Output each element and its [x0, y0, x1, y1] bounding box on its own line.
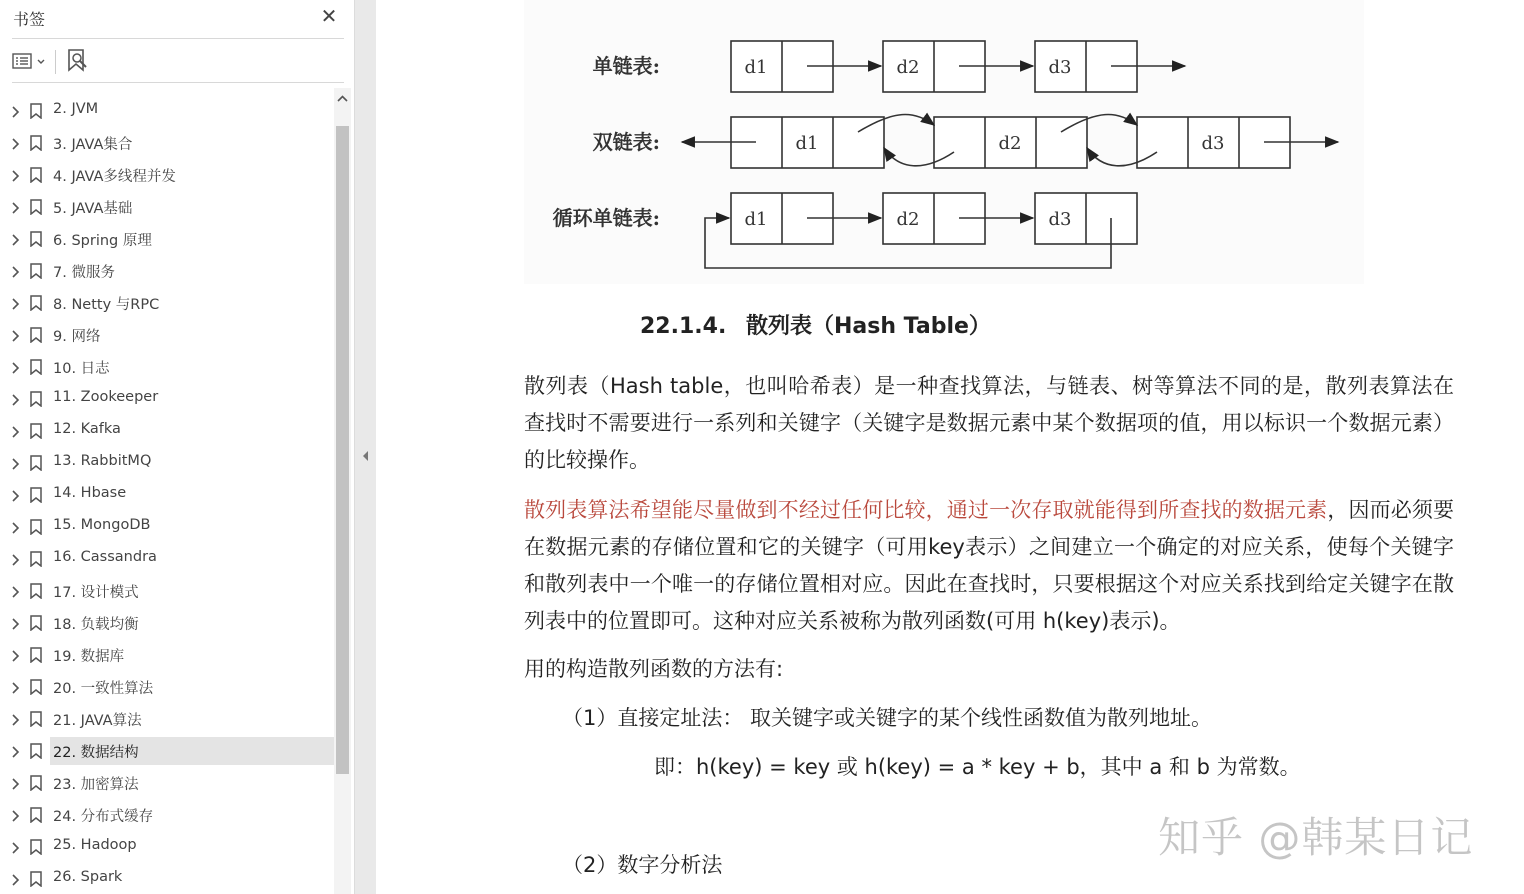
chevron-right-icon[interactable] [8, 648, 22, 662]
node-value: d3 [1048, 209, 1072, 230]
bookmark-icon [30, 423, 42, 439]
chevron-right-icon[interactable] [8, 168, 22, 182]
node-value: d2 [896, 57, 920, 78]
find-bookmark-icon[interactable] [65, 48, 89, 74]
bookmark-label: 5. JAVA基础 [53, 201, 133, 217]
bookmark-label: 6. Spring 原理 [53, 233, 152, 249]
bookmark-item[interactable] [0, 161, 334, 189]
bookmark-item[interactable] [0, 289, 334, 317]
bookmark-item[interactable] [0, 737, 334, 765]
node-value: d1 [795, 133, 819, 154]
bookmark-label: 19. 数据库 [53, 649, 125, 665]
node-value: d2 [896, 209, 920, 230]
chevron-right-icon[interactable] [8, 712, 22, 726]
chevron-right-icon[interactable] [8, 776, 22, 790]
bookmark-item[interactable] [0, 577, 334, 605]
bookmark-icon [30, 327, 42, 343]
bookmark-item[interactable] [0, 417, 334, 445]
bookmark-icon [30, 295, 42, 311]
bookmark-item[interactable] [0, 865, 334, 893]
bookmark-panel-header [0, 0, 354, 38]
chevron-right-icon[interactable] [8, 552, 22, 566]
bookmark-label: 12. Kafka [53, 421, 121, 437]
node-value: d1 [744, 57, 768, 78]
bookmark-item[interactable] [0, 833, 334, 861]
chevron-right-icon[interactable] [8, 456, 22, 470]
divider [12, 38, 344, 39]
bookmark-label: 7. 微服务 [53, 265, 115, 281]
bookmark-label: 13. RabbitMQ [53, 453, 152, 469]
chevron-right-icon[interactable] [8, 296, 22, 310]
bookmark-icon [30, 263, 42, 279]
bookmark-label: 25. Hadoop [53, 837, 137, 853]
collapse-arrow-icon[interactable] [362, 447, 370, 459]
bookmark-label: 23. 加密算法 [53, 777, 139, 793]
list-item: （2）数字分析法 [562, 853, 723, 877]
bookmark-icon [30, 199, 42, 215]
chevron-right-icon[interactable] [8, 200, 22, 214]
bookmark-item[interactable] [0, 449, 334, 477]
chevron-right-icon[interactable] [8, 232, 22, 246]
bookmark-item[interactable] [0, 257, 334, 285]
bookmark-icon [30, 679, 42, 695]
bookmark-panel [0, 0, 354, 894]
bookmark-label: 24. 分布式缓存 [53, 809, 154, 825]
bookmark-label: 8. Netty 与RPC [53, 297, 160, 313]
row-label-doubly: 双链表: [592, 130, 660, 154]
chevron-right-icon[interactable] [8, 520, 22, 534]
bookmark-label: 18. 负载均衡 [53, 617, 139, 633]
bookmark-icon [30, 775, 42, 791]
chevron-right-icon[interactable] [8, 808, 22, 822]
linked-list-diagram [524, 0, 1364, 284]
node-value: d3 [1048, 57, 1072, 78]
chevron-right-icon[interactable] [8, 136, 22, 150]
bookmark-icon [30, 743, 42, 759]
bookmark-icon [30, 135, 42, 151]
paragraph-text: ，因而必须要在数据元素的存储位置和它的关键字（可用key表示）之间建立一个确定的对应关系，使每个关键字和散列表中一个唯一的存储位置相对应。因此在查找时，只要根据这个对应关系找到给定关键字在散列表中的位置即可。这种对应关系被称为散列函数(可用 h(key)表示)。 [524, 498, 1455, 633]
chevron-right-icon[interactable] [8, 424, 22, 438]
bookmark-item[interactable] [0, 673, 334, 701]
bookmark-item[interactable] [0, 705, 334, 733]
bookmark-toolbar [0, 40, 354, 82]
section-number: 22.1.4. [640, 314, 727, 339]
bookmark-item[interactable] [0, 385, 334, 413]
paragraph [524, 492, 1454, 640]
bookmark-icon [30, 615, 42, 631]
chevron-right-icon[interactable] [8, 872, 22, 886]
bookmark-label: 21. JAVA算法 [53, 713, 142, 729]
bookmark-item[interactable] [0, 641, 334, 669]
bookmark-label: 17. 设计模式 [53, 585, 139, 601]
paragraph: 散列表（Hash table，也叫哈希表）是一种查找算法，与链表、树等算法不同的是，散列表算法在查找时不需要进行一系列和关键字（关键字是数据元素中某个数据项的值，用以标识一个数据元素）的比较操作。 [524, 374, 1454, 472]
bookmark-item[interactable] [0, 97, 334, 125]
row-label-singly: 单链表: [592, 54, 660, 78]
bookmark-icon [30, 455, 42, 471]
bookmark-label: 11. Zookeeper [53, 389, 159, 405]
bookmark-icon [30, 807, 42, 823]
divider [12, 82, 344, 83]
bookmark-item[interactable] [0, 609, 334, 637]
bookmark-icon [30, 647, 42, 663]
bookmark-label: 16. Cassandra [53, 549, 157, 565]
panel-splitter[interactable] [354, 0, 376, 894]
bookmark-list [0, 97, 334, 894]
bookmark-icon [30, 871, 42, 887]
bookmark-icon [30, 551, 42, 567]
chevron-right-icon[interactable] [8, 264, 22, 278]
list-item: （1）直接定址法： 取关键字或关键字的某个线性函数值为散列地址。 [562, 706, 1213, 730]
bookmark-icon [30, 583, 42, 599]
formula-line: 即：h(key) = key 或 h(key) = a * key + b，其中 a 和 b 为常数。 [654, 755, 1301, 779]
bookmark-item[interactable] [0, 769, 334, 797]
paragraph: 用的构造散列函数的方法有: [524, 657, 784, 681]
bookmark-icon [30, 487, 42, 503]
chevron-right-icon[interactable] [8, 584, 22, 598]
bookmark-icon [30, 103, 42, 119]
node-value: d2 [998, 133, 1022, 154]
chevron-right-icon[interactable] [8, 840, 22, 854]
chevron-right-icon[interactable] [8, 744, 22, 758]
chevron-right-icon[interactable] [8, 328, 22, 342]
bookmark-label: 15. MongoDB [53, 517, 151, 533]
bookmark-label: 4. JAVA多线程并发 [53, 169, 176, 185]
bookmark-icon [30, 167, 42, 183]
bookmark-item[interactable] [0, 545, 334, 573]
bookmark-icon [30, 519, 42, 535]
bookmark-item[interactable] [0, 353, 334, 381]
toolbar-separator [55, 50, 56, 74]
chevron-right-icon[interactable] [8, 680, 22, 694]
bookmark-item[interactable] [0, 225, 334, 253]
chevron-right-icon[interactable] [8, 392, 22, 406]
bookmark-item[interactable] [0, 513, 334, 541]
bookmark-icon [30, 839, 42, 855]
chevron-right-icon[interactable] [8, 488, 22, 502]
bookmark-label: 9. 网络 [53, 329, 101, 345]
bookmark-item[interactable] [0, 129, 334, 157]
document-page [376, 0, 1524, 894]
bookmark-list-icon[interactable] [12, 52, 48, 70]
bookmark-item[interactable] [0, 481, 334, 509]
bookmark-icon [30, 391, 42, 407]
bookmark-label: 22. 数据结构 [53, 745, 139, 761]
bookmark-label: 14. Hbase [53, 485, 127, 501]
section-heading [640, 309, 991, 340]
row-label-circular: 循环单链表: [552, 206, 660, 230]
chevron-right-icon[interactable] [8, 616, 22, 630]
watermark: 知乎 @韩某日记 [1158, 813, 1474, 862]
bookmark-label: 3. JAVA集合 [53, 137, 133, 153]
highlighted-text: 散列表算法希望能尽量做到不经过任何比较，通过一次存取就能得到所查找的数据元素 [524, 498, 1328, 522]
node-value: d1 [744, 209, 768, 230]
chevron-right-icon[interactable] [8, 360, 22, 374]
bookmark-icon [30, 359, 42, 375]
scrollbar-thumb[interactable] [336, 126, 349, 774]
bookmark-item[interactable] [0, 801, 334, 829]
scroll-up-icon[interactable] [334, 88, 351, 110]
bookmark-icon [30, 711, 42, 727]
bookmark-item[interactable] [0, 193, 334, 221]
node-value: d3 [1201, 133, 1225, 154]
bookmark-label: 26. Spark [53, 869, 123, 885]
bookmark-label: 10. 日志 [53, 361, 110, 377]
chevron-right-icon[interactable] [8, 104, 22, 118]
section-title: 散列表（Hash Table） [746, 314, 991, 339]
bookmark-item[interactable] [0, 321, 334, 349]
bookmark-icon [30, 231, 42, 247]
close-icon[interactable]: ✕ [320, 4, 338, 28]
bookmark-label: 20. 一致性算法 [53, 681, 154, 697]
bookmark-panel-title: 书签 [13, 10, 46, 29]
bookmark-label: 2. JVM [53, 101, 99, 117]
